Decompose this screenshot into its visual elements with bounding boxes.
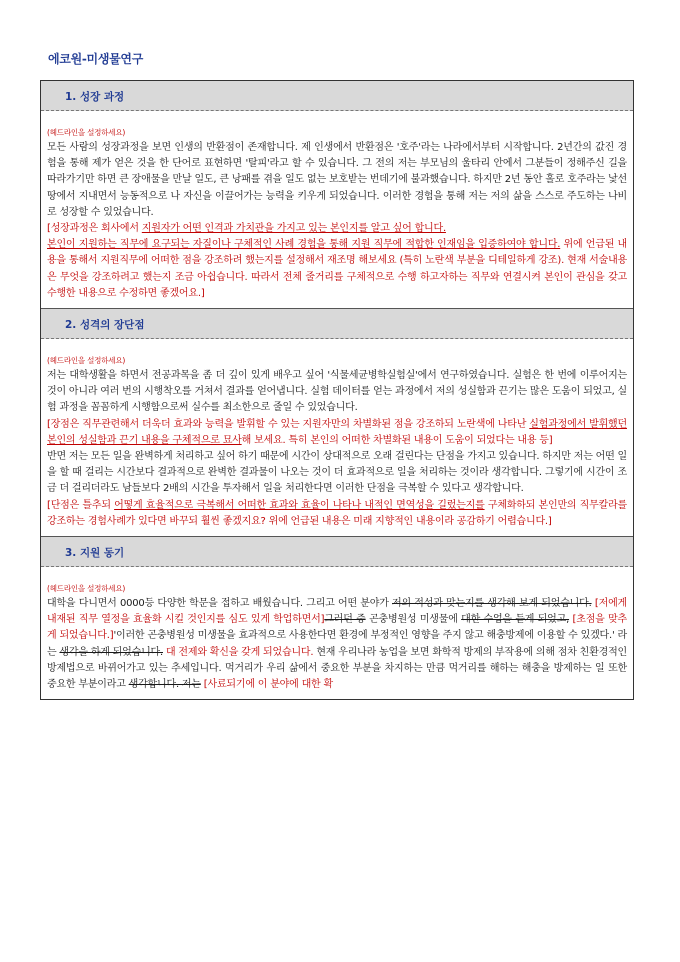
comment-text: 구체화하되 본인만의 직무칼라를 강조하는 경험사례가 있다면 바꾸되 훨씬 좋겠지요? 위에 언급된 내용은 미래 지향적인 내용이라 공감하기 어렵습니다.] <box>47 499 627 527</box>
inline-comment: [사료되기에 이 분야에 대한 확 <box>200 679 333 691</box>
answer-paragraph <box>47 596 627 693</box>
reviewer-comment <box>47 498 627 530</box>
struck-text: 그러던 중 <box>324 614 366 626</box>
answer-paragraph: 모든 사람의 성장과정을 보면 인생의 반환점이 존재합니다. 제 인생에서 반환점은 '호주'라는 나라에서부터 시작합니다. 2년간의 값진 경험을 통해 제가 얻은 것을 한 단어로 표현하면 '탈피'라고 할 수 있습니다. 그 전의 저는 부모님의 울타리 안에서 그분들이 정해주신 길을 따라가기만 하면 큰 장애물을 만날 일도, 큰 낭패를 겪을 일도 없는 보호받는 번데기에 불과했습니다. 하지만 2년 동안 홀로 호주라는 낯선 땅에서 지내면서 능동적으로 나 자신을 이끌어가는 능력을 키우게 되었습니다. 이러한 경험을 통해 저는 저의 삶을 스스로 주도하는 나비로 성장할 수 있었습니다. <box>47 142 627 218</box>
headline-hint: (헤드라인을 설정하세요) <box>47 584 126 594</box>
comment-text: 해 보세요. 특히 본인의 어떠한 차별화된 내용이 도움이 되었다는 내용 등] <box>241 434 553 446</box>
headline-hint: (헤드라인을 설정하세요) <box>47 128 126 137</box>
struck-text: 생각을 하게 되었습니다. <box>59 646 163 658</box>
struck-text: 생각합니다. 저는 <box>128 679 201 691</box>
answer-text: 대학을 다니면서 0000등 다양한 학문을 접하고 배웠습니다. 그리고 어떤 분야가 <box>47 598 393 610</box>
reviewer-comment <box>47 417 627 449</box>
section-heading-motivation <box>41 536 633 567</box>
comment-underlined: 어떻게 효율적으로 극복해서 어떠한 효과와 효율이 나타나 내적인 면역성을 길렀는지를 <box>114 499 485 511</box>
comment-underlined: 지원자가 어떤 인격과 가치관을 가지고 있는 본인지를 알고 싶어 합니다. <box>141 223 446 235</box>
answer-text: '이러한 곤충병원성 미생물을 효과적으로 사용한다면 환경에 부정적인 영향을 주지 않고 해충방제에 이용할 수 있겠다.' 라는 <box>47 630 627 658</box>
comment-text: 위에 언급된 내용을 통해서 지원직무에 어떠한 점을 강조하려 했는지를 설정해서 재조명 해보세요 (특히 노란색 부분을 디테일하게 강조). 현재 서술내용은 무엇을 강조하려고 했는지 조금 아쉽습니다. 따라서 전체 줄거리를 구체적으로 수행 하고자하는 직무와 연결시켜 본인이 관심을 갖고 수행한 내용으로 수정하면 좋겠어요.] <box>47 239 627 299</box>
struck-text: 저의 적성과 맞는지를 생각해 보게 되었습니다. <box>392 598 592 610</box>
answer-paragraph: 저는 대학생활을 하면서 전공과목을 좀 더 깊이 있게 배우고 싶어 '식물세균병학실험실'에서 연구하였습니다. 실험은 한 번에 이루어지는 것이 아니라 여러 번의 시행착오를 거쳐서 결과를 얻어냅니다. 실험 데이터를 얻는 과정에서 저의 성실함과 끈기는 많은 도움이 되었고, 실험 과정을 꼼꼼하게 시행함으로써 실수를 최소한으로 줄일 수 있었습니다. <box>47 370 627 414</box>
inline-comment: [초점을 맞추게 되었습니다.] <box>47 614 627 642</box>
comment-text: [성장과정은 회사에서 <box>47 223 142 235</box>
comment-text: [단점은 틀추되 <box>47 499 115 511</box>
section-body-growth <box>41 111 633 308</box>
struck-text: 대한 수업을 듣게 되었고, <box>461 614 570 626</box>
reviewer-comment <box>47 221 627 302</box>
section-heading-personality <box>41 308 633 339</box>
section-heading-growth <box>41 81 633 111</box>
comment-text: [장점은 직무관련해서 더욱더 효과와 능력을 발휘할 수 있는 지원자만의 차별화된 점을 강조하되 노란색에 나타난 <box>47 418 530 430</box>
section-body-personality <box>41 339 633 536</box>
section-heading-text: 2. 성격의 장단점 <box>65 319 145 332</box>
answer-paragraph: 반면 저는 모든 일을 완벽하게 처리하고 싶어 하기 때문에 시간이 상대적으로 오래 걸린다는 단점을 가지고 있습니다. 하지만 저는 어떤 일을 할 때 걸리는 시간보다 결과적으로 완벽한 결과물이 나오는 것이 더 효과적으로 일을 처리하는 것이라 생각합니다. 그렇기에 시간이 조금 더 걸리더라도 남들보다 2배의 시간을 투자해서 일을 처리한다면 이러한 단점을 극복할 수 있다고 생각합니다. <box>47 451 627 495</box>
answer-text: 현재 우리나라 농업을 보면 화학적 방제의 부작용에 의해 점차 친환경적인 방제법으로 바뀌어가고 있는 추세입니다. 먹거리가 우리 삶에서 중요한 부분을 차지하는 만큼 먹거리를 해하는 해충을 방제하는 일 또한 중요한 부분이라고 <box>47 646 627 691</box>
section-body-motivation <box>41 567 633 699</box>
section-heading-text: 3. 지원 동기 <box>65 547 125 560</box>
essay-frame <box>40 80 634 700</box>
answer-text: 곤충병원성 미생물에 <box>365 614 462 626</box>
comment-underlined: 본인이 지원하는 직무에 요구되는 자질이나 구체적인 사례 경험을 통해 지원 직무에 적합한 인재임을 입증하여야 합니다. <box>47 239 561 251</box>
headline-hint: (헤드라인을 설정하세요) <box>47 356 126 366</box>
inline-comment: [저에게 내재된 직무 열정을 효율화 시킬 것인지를 심도 있게 학업하면서] <box>47 598 628 626</box>
comment-underlined: 실험과정에서 발휘했던 본인의 성실함과 끈기 내용을 구체적으로 묘사 <box>47 418 627 446</box>
section-heading-text: 1. 성장 과정 <box>65 91 125 103</box>
document-title: 에코원-미생물연구 <box>48 52 144 66</box>
inline-comment: 대 전제와 확신을 갖게 되었습니다. <box>163 646 314 658</box>
